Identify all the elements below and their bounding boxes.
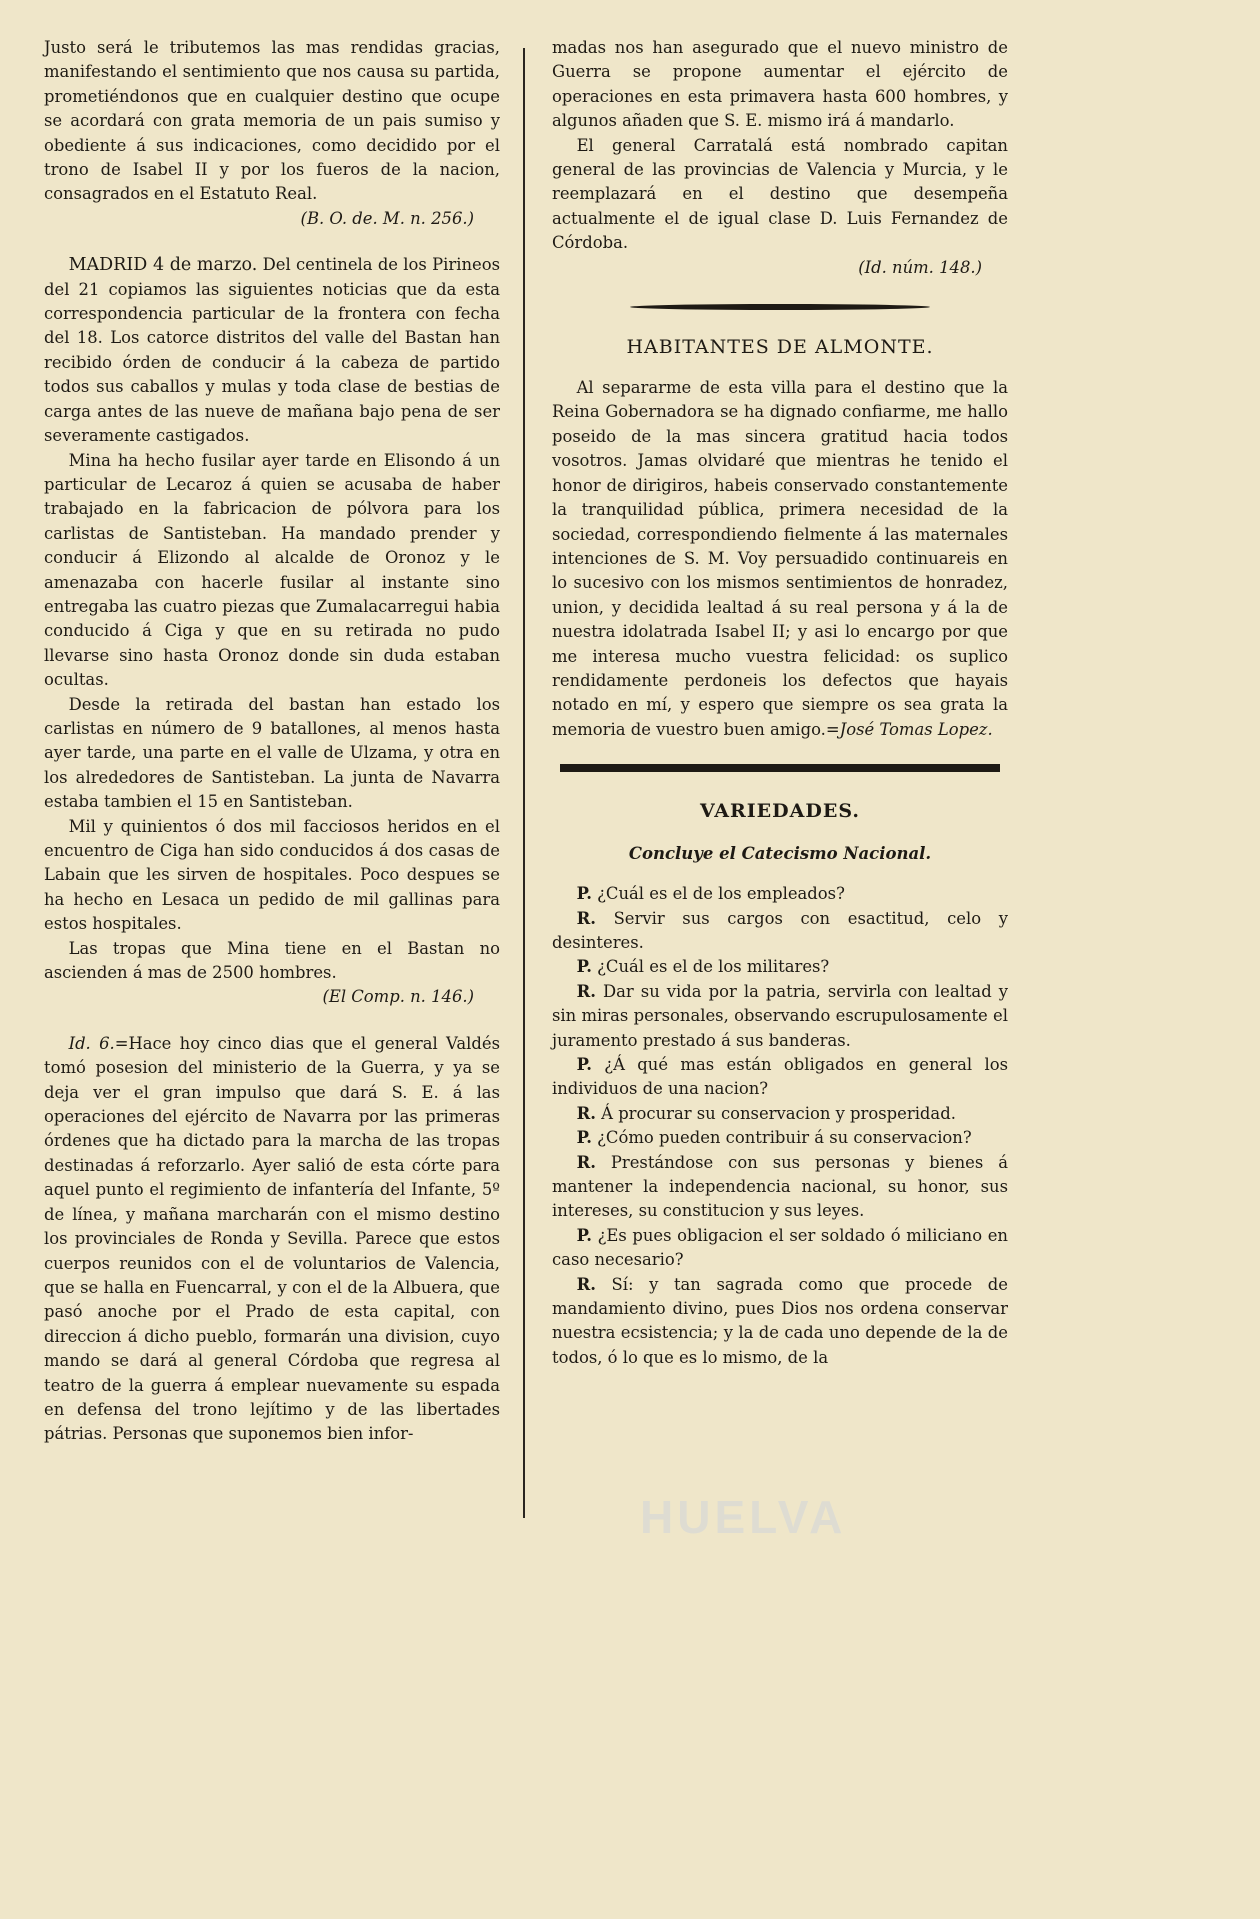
right-column [552,36,1008,1370]
paragraph: Las tropas que Mina tiene en el Bastan no ascienden á mas de 2500 hombres. [44,938,500,983]
catechism-marker: R. [576,1152,596,1172]
section-heading: VARIEDADES. [699,800,860,823]
catechism-marker: P. [576,957,592,977]
divider [630,304,930,310]
catechism-item [552,955,1008,979]
catechism-item [552,1102,1008,1126]
citation: (El Comp. n. 146.) [322,987,474,1007]
paragraph: Desde la retirada del bastan han estado los carlistas en número de 9 batallones, al menos hasta ayer tarde, una parte en el valle de Ulzama, y otra en los alrededores de Santisteban. La junta de Navarra estaba tambien el 15 en Santisteban. [44,694,500,812]
catechism-marker: R. [576,908,596,928]
catechism-text: ¿Cuál es el de los militares? [597,957,830,977]
catechism-text: Servir sus cargos con esactitud, celo y desinteres. [552,908,1008,952]
catechism-item [552,1273,1008,1371]
catechism-item [552,980,1008,1053]
paragraph-text: Al separarme de esta villa para el destino que la Reina Gobernadora se ha dignado confiarme, me hallo poseido de la mas sincera gratitud hacia todos vosotros. Jamas olvidaré que mientras he tenido el honor de dirigiros, habeis conservado constantemente la tranquilidad pública, primera necesidad de la sociedad, correspondiendo fielmente á las maternales intenciones de S. M. Voy persuadido continuareis en lo sucesivo con los mismos sentimientos de honradez, union, y decidida lealtad á su real persona y á la de nuestra idolatrada Isabel II; y asi lo encargo por que me interesa mucho vuestra felicidad: os suplico rendidamente perdoneis los defectos que hayais notado en mí, y espero que siempre os sea grata la memoria de vuestro buen amigo.= [552,378,1008,739]
catechism-marker: P. [576,1225,592,1245]
catechism-marker: R. [576,981,596,1001]
catechism-marker: P. [576,1128,592,1148]
watermark: HUELVA [640,1491,847,1543]
dateline: MADRID 4 de marzo. [68,255,258,276]
paragraph-text: Hace hoy cinco dias que el general Valdés tomó posesion del ministerio de la Guerra, y ya se deja ver el gran impulso que dará S. E. á las operaciones del ejército de Navarra por las primeras órdenes que ha dictado para la marcha de las tropas destinadas á reforzarlo. Ayer salió de esta córte para aquel punto el regimiento de infantería del Infante, 5º de línea, y mañana marcharán con el mismo destino los provinciales de Ronda y Sevilla. Parece que estos cuerpos reunidos con el de voluntarios de Valencia, que se halla en Fuencarral, y con el de la Albuera, que pasó anoche por el Prado de esta capital, con direccion á dicho pueblo, formarán una division, cuyo mando se dará al general Córdoba que regresa al teatro de la guerra á emplear nuevamente su espada en defensa del trono lejítimo y de las libertades pátrias. Personas que suponemos bien infor- [44,1033,500,1444]
signature: José Tomas Lopez. [839,719,993,739]
paragraph-text: Del centinela de los Pirineos del 21 copiamos las siguientes noticias que da esta correspondencia particular de la frontera con fecha del 18. Los catorce distritos del valle del Bastan han recibido órden de conducir á la cabeza de partido todos sus caballos y mulas y toda clase de bestias de carga antes de las nueve de mañana bajo pena de ser severamente castigados. [44,255,500,446]
dateline: Id. 6.= [68,1033,129,1053]
catechism-text: Á procurar su conservacion y prosperidad. [601,1103,956,1123]
catechism-marker: P. [576,884,592,904]
paragraph: Justo será le tributemos las mas rendidas gracias, manifestando el sentimiento que nos causa su partida, prometiéndonos que en cualquier destino que ocupe se acordará con grata memoria de un pais sumiso y obediente á sus indicaciones, como decidido por el trono de Isabel II y por los fueros de la nacion, consagrados en el Estatuto Real. [44,38,500,204]
section-heading: HABITANTES DE ALMONTE. [626,336,934,359]
catechism-marker: P. [576,1055,592,1074]
divider [560,764,1000,772]
catechism-item [552,1151,1008,1224]
catechism-text: Prestándose con sus personas y bienes á mantener la independencia nacional, su honor, sus intereses, su constitucion y sus leyes. [552,1152,1008,1221]
citation: (Id. núm. 148.) [858,257,982,277]
paragraph-id6 [44,1032,500,1447]
catechism-marker: R. [576,1103,596,1123]
catechism-text: ¿Cómo pueden contribuir á su conservacion? [597,1128,972,1148]
catechism-item [552,907,1008,956]
paragraph: Mil y quinientos ó dos mil facciosos heridos en el encuentro de Ciga han sido conducidos á dos casas de Labain que les sirven de hospitales. Poco despues se ha hecho en Lesaca un pedido de mil gallinas para estos hospitales. [44,816,500,934]
paragraph: madas nos han asegurado que el nuevo ministro de Guerra se propone aumentar el ejército de operaciones en esta primavera hasta 600 hombres, y algunos añaden que S. E. mismo irá á mandarlo. [552,38,1008,131]
catechism-item [552,1126,1008,1150]
catechism-text: ¿Cuál es el de los empleados? [597,884,845,904]
left-column [44,36,500,1447]
paragraph-madrid [44,253,500,448]
catechism-text: ¿Es pues obligacion el ser soldado ó miliciano en caso necesario? [552,1225,1008,1270]
catechism-item [552,1224,1008,1273]
citation: (B. O. de. M. n. 256.) [300,208,474,228]
catechism-item [552,882,1008,906]
catechism-text: Sí: y tan sagrada como que procede de mandamiento divino, pues Dios nos ordena conservar nuestra ecsistencia; y la de cada uno depende de la de todos, ó lo que es lo mismo, de la [552,1274,1008,1367]
catechism-item [552,1053,1008,1102]
catechism-marker: R. [576,1274,596,1294]
catechism-list [552,882,1008,1370]
catechism-text: ¿Á qué mas están obligados en general los individuos de una nacion? [552,1055,1008,1099]
column-rule [523,48,525,1518]
paragraph-letter [552,376,1008,742]
subheading: Concluye el Catecismo Nacional. [628,844,932,864]
catechism-text: Dar su vida por la patria, servirla con lealtad y sin miras personales, observando escrupulosamente el juramento prestado á sus banderas. [552,981,1008,1050]
paragraph: El general Carratalá está nombrado capitan general de las provincias de Valencia y Murcia, y le reemplazará en el destino que desempeña actualmente el de igual clase D. Luis Fernandez de Córdoba. [552,135,1008,253]
paragraph: Mina ha hecho fusilar ayer tarde en Elisondo á un particular de Lecaroz á quien se acusaba de haber trabajado en la fabricacion de pólvora para los carlistas de Santisteban. Ha mandado prender y conducir á Elizondo al alcalde de Oronoz y le amenazaba con hacerle fusilar al instante sino entregaba las cuatro piezas que Zumalacarregui habia conducido á Ciga y que en su retirada no pudo llevarse sino hasta Oronoz donde sin duda estaban ocultas. [44,450,500,690]
